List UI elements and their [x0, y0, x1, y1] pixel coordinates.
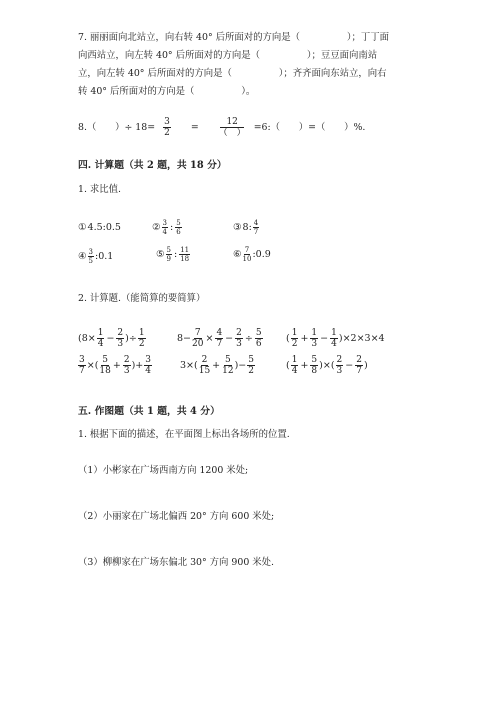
fraction — [235, 328, 243, 349]
section4-heading: 四. 计算题（共 2 题，共 18 分） — [78, 160, 227, 171]
q8-frac2-denominator: （ ） — [218, 128, 246, 138]
expr1-open: (8× — [78, 333, 96, 344]
ratio-2-sep: : — [170, 222, 174, 233]
fraction — [310, 328, 318, 349]
numerator: 4 — [253, 219, 259, 227]
numerator: 3 — [79, 355, 85, 365]
numerator: 5 — [248, 355, 254, 365]
q8-fraction-2 — [219, 117, 246, 138]
ratio-4-text: :0.1 — [95, 251, 114, 262]
numerator: 2 — [201, 355, 208, 365]
fraction — [222, 355, 233, 376]
numerator: 1 — [97, 328, 104, 338]
numerator: 2 — [236, 328, 242, 338]
fraction — [192, 328, 203, 349]
operator: ÷ — [244, 333, 253, 344]
numerator: 2 — [123, 355, 130, 365]
operator: + — [212, 360, 221, 371]
q8-line — [78, 117, 365, 138]
denominator: 15 — [198, 366, 211, 376]
denominator: 2 — [248, 366, 254, 376]
ratio-1-mark: ① — [78, 222, 87, 233]
numerator: 1 — [311, 328, 318, 338]
denominator: 7 — [79, 366, 85, 376]
q8-frac1-denominator: 2 — [164, 128, 170, 138]
denominator: 4 — [331, 339, 337, 349]
ratio-2-frac-b — [175, 219, 181, 236]
ratio-5-sep: : — [174, 249, 178, 260]
numerator: 1 — [138, 328, 145, 338]
section5-item-2: （2）小丽家在广场北偏西 20° 方向 600 米处; — [78, 511, 275, 522]
numerator: 3 — [88, 248, 93, 256]
denominator: 6 — [255, 339, 262, 349]
section4-q2-title: 2. 计算题.（能简算的要简算） — [78, 293, 206, 304]
operator: − — [320, 333, 329, 344]
denominator: 18 — [99, 366, 111, 376]
ratio-3 — [233, 219, 259, 236]
expr5-lead: 3×( — [180, 360, 198, 371]
section5-heading: 五. 作图题（共 1 题，共 4 分） — [78, 406, 220, 417]
q8-fraction-1 — [163, 117, 171, 138]
calc-expression-5 — [180, 355, 255, 376]
fraction — [291, 355, 299, 376]
calc-expression-6 — [286, 355, 368, 376]
operator: + — [300, 360, 309, 371]
ratio-6 — [233, 246, 271, 263]
ratio-1-text: 4.5:0.5 — [87, 222, 121, 233]
expr2-lead: 8− — [177, 333, 192, 344]
operator: − — [225, 333, 234, 344]
expr3-open: ( — [286, 333, 290, 344]
expr5-close: )− — [234, 360, 247, 371]
fraction — [330, 328, 338, 349]
numerator: 2 — [117, 328, 124, 338]
ratio-6-mark: ⑥ — [233, 249, 242, 260]
fraction — [97, 328, 105, 349]
q8-equals: = — [190, 121, 199, 133]
calc-expression-1 — [78, 328, 146, 349]
ratio-5 — [156, 246, 190, 263]
q8-frac2-numerator: 12 — [220, 117, 243, 128]
calc-expression-2 — [177, 328, 263, 349]
numerator: 7 — [244, 246, 250, 254]
operator: + — [112, 360, 121, 371]
ratio-2-mark: ② — [152, 222, 161, 233]
ratio-4-mark: ④ — [78, 251, 87, 262]
expr4-mid: ×( — [86, 360, 99, 371]
calc-expression-3 — [286, 328, 385, 349]
denominator: 12 — [222, 366, 234, 376]
numerator: 5 — [166, 246, 171, 254]
numerator: 11 — [180, 246, 190, 254]
fraction — [138, 328, 146, 349]
expr4-close: )+ — [131, 360, 144, 371]
fraction — [255, 328, 263, 349]
denominator: 4 — [145, 366, 151, 376]
expr1-close: )÷ — [125, 333, 137, 344]
denominator: 2 — [291, 339, 298, 349]
denominator: 7 — [253, 228, 259, 236]
denominator: 8 — [311, 366, 318, 376]
denominator: 3 — [236, 339, 242, 349]
ratio-4-frac-a — [88, 248, 94, 265]
numerator: 7 — [194, 328, 201, 338]
ratio-5-mark: ⑤ — [156, 249, 165, 260]
ratio-3-text: 8: — [242, 222, 252, 233]
operator: − — [345, 360, 354, 371]
fraction — [99, 355, 110, 376]
numerator: 5 — [225, 355, 231, 365]
fraction — [336, 355, 344, 376]
denominator: 18 — [180, 255, 190, 263]
ratio-3-mark: ③ — [233, 222, 242, 233]
q8-suffix: =6:（ ）=（ ）%. — [253, 121, 366, 133]
fraction — [310, 355, 318, 376]
q8-prefix: 8.（ ）÷ 18= — [78, 121, 156, 133]
fraction — [116, 328, 124, 349]
denominator: 4 — [97, 339, 104, 349]
numerator: 2 — [336, 355, 343, 365]
numerator: 5 — [102, 355, 108, 365]
ratio-6-frac-a — [243, 246, 252, 263]
denominator: 6 — [176, 228, 181, 236]
q7-line1: 7. 丽丽面向北站立，向右转 40° 后所面对的方向是（ ）；丁丁面 — [78, 32, 390, 43]
denominator: 7 — [356, 366, 362, 376]
numerator: 5 — [311, 355, 318, 365]
numerator: 4 — [216, 328, 223, 338]
ratio-1 — [78, 221, 121, 234]
q8-frac1-numerator: 3 — [164, 117, 170, 127]
ratio-2-frac-a — [162, 219, 168, 236]
section5-intro: 1. 根据下面的描述，在平面图上标出各场所的位置. — [78, 429, 290, 440]
expr6-open: ( — [286, 360, 290, 371]
operator: × — [205, 333, 214, 344]
denominator: 3 — [123, 366, 130, 376]
numerator: 3 — [162, 219, 167, 227]
operator: − — [106, 333, 115, 344]
ratio-2 — [152, 219, 182, 236]
ratio-3-frac-b — [253, 219, 259, 236]
expr3-close: )×2×3×4 — [338, 333, 385, 344]
denominator: 4 — [291, 366, 298, 376]
fraction — [123, 355, 131, 376]
section5-item-1: （1）小彬家在广场西南方向 1200 米处; — [78, 465, 249, 476]
denominator: 20 — [192, 339, 204, 349]
q7-line3: 立，向左转 40° 后所面对的方向是（ ）；齐齐面向东站立，向右 — [78, 68, 387, 79]
denominator: 4 — [162, 228, 167, 236]
operator: + — [300, 333, 309, 344]
section5-item-3: （3）柳柳家在广场东偏北 30° 方向 900 米处. — [78, 557, 275, 568]
fraction — [78, 355, 86, 376]
numerator: 1 — [331, 328, 337, 338]
numerator: 1 — [291, 355, 298, 365]
fraction — [215, 328, 223, 349]
calc-expression-4 — [78, 355, 152, 376]
fraction — [144, 355, 152, 376]
fraction — [247, 355, 255, 376]
denominator: 3 — [117, 339, 124, 349]
denominator: 2 — [138, 339, 145, 349]
q7-line4: 转 40° 后所面对的方向是（ ）。 — [78, 86, 256, 97]
ratio-5-frac-a — [166, 246, 172, 263]
denominator: 3 — [336, 366, 343, 376]
denominator: 5 — [88, 257, 93, 265]
expr6-close: ) — [363, 360, 368, 371]
denominator: 7 — [216, 339, 223, 349]
expr6-mid: )×( — [319, 360, 335, 371]
ratio-5-frac-b — [179, 246, 190, 263]
ratio-4 — [78, 248, 113, 265]
numerator: 5 — [255, 328, 262, 338]
fraction — [355, 355, 363, 376]
denominator: 9 — [166, 255, 171, 263]
numerator: 3 — [145, 355, 151, 365]
denominator: 3 — [311, 339, 318, 349]
numerator: 1 — [291, 328, 298, 338]
denominator: 10 — [242, 255, 252, 263]
ratio-6-text: :0.9 — [252, 249, 271, 260]
numerator: 2 — [356, 355, 362, 365]
fraction — [291, 328, 299, 349]
section4-q1-title: 1. 求比值. — [78, 184, 122, 195]
q7-line2: 向西站立，向左转 40° 后所面对的方向是（ ）；豆豆面向南站 — [78, 50, 378, 61]
fraction — [199, 355, 210, 376]
numerator: 5 — [176, 219, 181, 227]
